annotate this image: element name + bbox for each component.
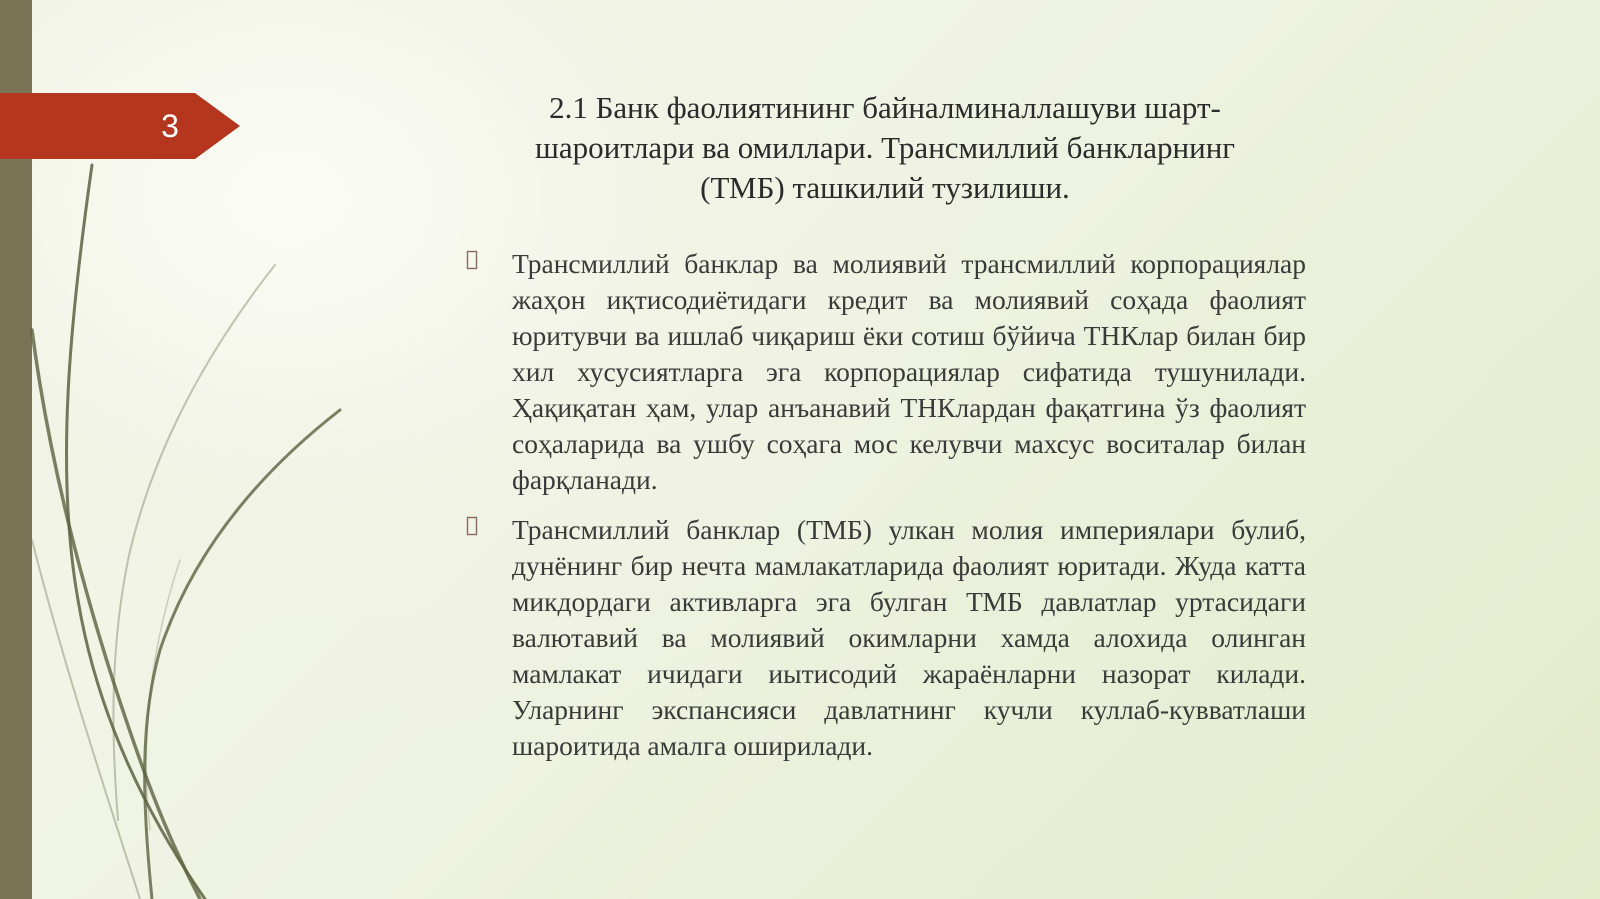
bullet-glyph-icon (466, 516, 478, 536)
bullet-item (466, 246, 1306, 498)
bullet-glyph-icon (466, 250, 478, 270)
slide-number: 3 (161, 108, 179, 144)
slide-title: 2.1 Банк фаолиятининг байналминаллашуви шарт-шароитлари ва омиллари. Трансмиллий банкларнинг (ТМБ) ташкилий тузилиши. (534, 90, 1236, 205)
slide-content (466, 246, 1306, 778)
slide-number-tag (0, 93, 240, 159)
bullet-text: Трансмиллий банклар (ТМБ) улкан молия империялари булиб, дунёнинг бир нечта мамлакатларида фаолият юритади. Жуда катта микдордаги активларга эга булган ТМБ давлатлар уртасидаги валютавий ва молиявий окимларни хамда алохида олинган мамлакат ичидаги иытисодий жараёнларни назорат килади. Уларнинг экспансияси давлатнинг кучли куллаб-кувватлаши шароитида амалга оширилади. (512, 514, 1306, 761)
bullet-item (466, 512, 1306, 764)
bullet-text: Трансмиллий банклар ва молиявий трансмиллий корпорациялар жаҳон иқтисодиётидаги кредит ва молиявий соҳада фаолият юритувчи ва ишлаб чиқариш ёки сотиш бўйича ТНКлар билан бир хил хусусиятларга эга корпорациялар сифатида тушунилади. Ҳақиқатан ҳам, улар анъанавий ТНКлардан фақатгина ўз фаолият соҳаларида ва ушбу соҳага мос келувчи махсус воситалар билан фарқланади. (512, 248, 1306, 495)
